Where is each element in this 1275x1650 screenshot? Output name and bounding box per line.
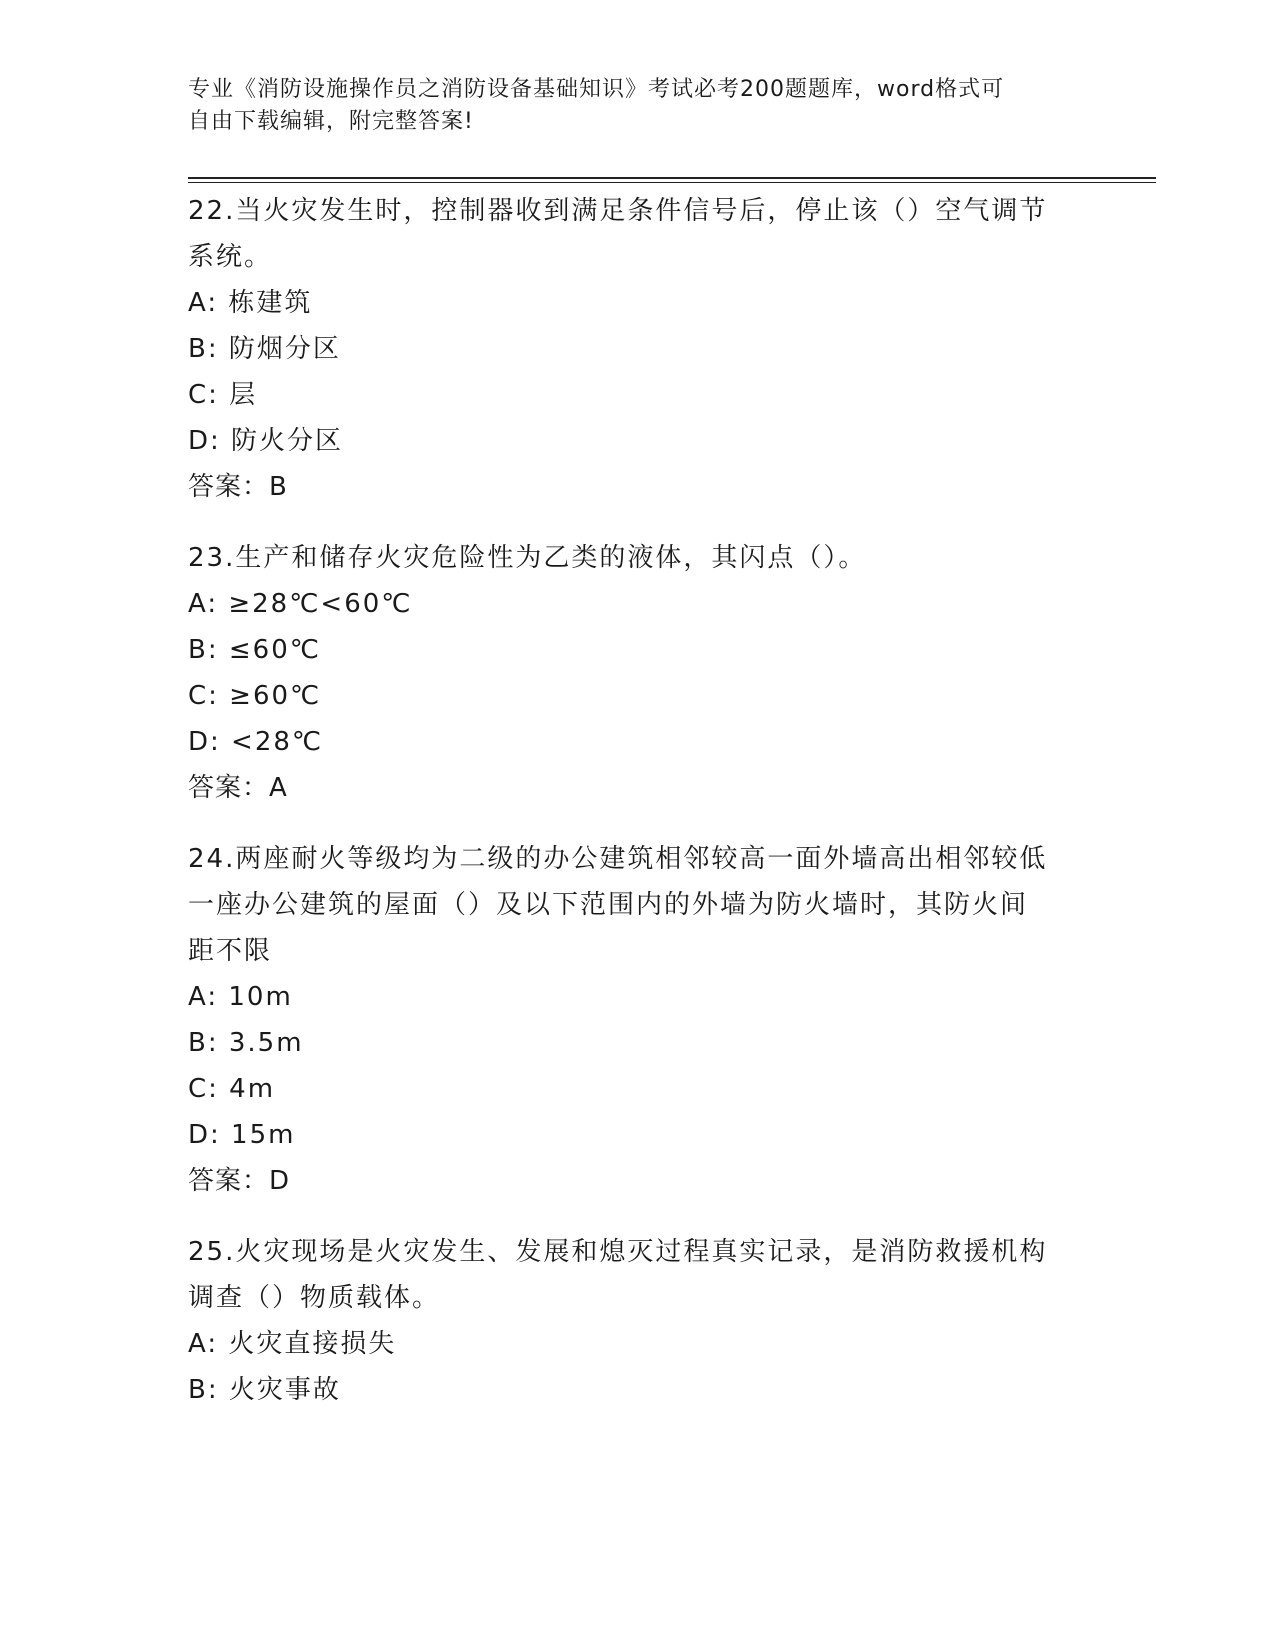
option-b: B: 3.5m — [188, 1028, 304, 1058]
option-d: D: 15m — [188, 1120, 296, 1150]
stem-line: 系统。 — [188, 242, 273, 272]
stem-line: 距不限 — [188, 936, 273, 966]
option-b: B: ≤60℃ — [188, 635, 321, 665]
answer-line: 答案：B — [188, 472, 288, 502]
option-a: A: 火灾直接损失 — [188, 1329, 397, 1359]
stem-line: 一座办公建筑的屋面（）及以下范围内的外墙为防火墙时，其防火间 — [188, 890, 1029, 920]
question-list — [188, 188, 1088, 1438]
document-header — [188, 74, 1068, 138]
stem-line: 23.生产和储存火灾危险性为乙类的液体，其闪点（）。 — [188, 543, 867, 573]
question-stem — [188, 535, 1088, 581]
question-22 — [188, 188, 1088, 510]
header-divider-thick — [188, 177, 1156, 179]
answer-line: 答案：D — [188, 1166, 291, 1196]
option-b: B: 火灾事故 — [188, 1375, 341, 1405]
question-24 — [188, 836, 1088, 1204]
stem-line: 22.当火灾发生时，控制器收到满足条件信号后，停止该（）空气调节 — [188, 196, 1048, 226]
option-a: A: ≥28℃<60℃ — [188, 589, 413, 619]
question-25 — [188, 1229, 1088, 1413]
option-a: A: 栋建筑 — [188, 288, 313, 318]
option-b: B: 防烟分区 — [188, 334, 341, 364]
stem-line: 24.两座耐火等级均为二级的办公建筑相邻较高一面外墙高出相邻较低 — [188, 844, 1048, 874]
option-a: A: 10m — [188, 982, 293, 1012]
header-divider-thin — [188, 182, 1156, 183]
header-line-1: 专业《消防设施操作员之消防设备基础知识》考试必考200题题库，word格式可 — [188, 77, 1005, 102]
question-stem — [188, 188, 1088, 280]
header-line-2: 自由下载编辑，附完整答案! — [188, 109, 474, 134]
question-stem — [188, 836, 1088, 974]
answer-line: 答案：A — [188, 773, 288, 803]
option-d: D: 防火分区 — [188, 426, 344, 456]
option-c: C: 层 — [188, 380, 258, 410]
stem-line: 调查（）物质载体。 — [188, 1283, 441, 1313]
question-stem — [188, 1229, 1088, 1321]
question-23 — [188, 535, 1088, 811]
option-c: C: 4m — [188, 1074, 276, 1104]
stem-line: 25.火灾现场是火灾发生、发展和熄灭过程真实记录，是消防救援机构 — [188, 1237, 1048, 1267]
option-c: C: ≥60℃ — [188, 681, 322, 711]
option-d: D: <28℃ — [188, 727, 324, 757]
